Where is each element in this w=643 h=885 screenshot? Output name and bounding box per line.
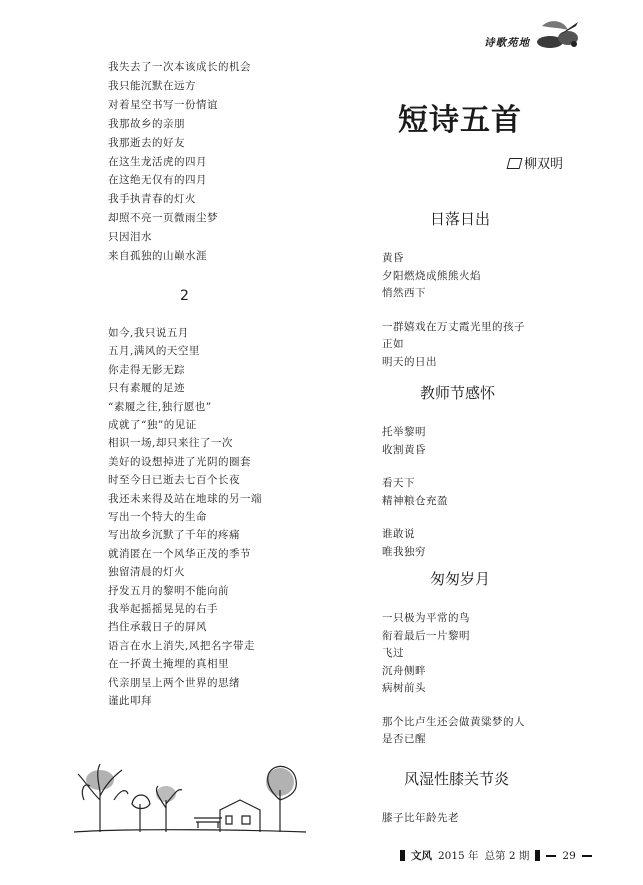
footer-issue: 总第 2 期 [484,850,530,862]
poem-line: 那个比卢生还会做黄粱梦的人 [382,715,525,728]
author-box-icon [507,158,523,169]
poem-line: 我还未来得及站在地球的另一端 [108,492,262,505]
poem-line: 谁敢说 [382,528,415,540]
poem-line: 对着星空书写一份情谊 [108,98,218,111]
poem-line: 来自孤独的山巅水涯 [108,250,207,262]
poem-line: 一群嬉戏在万丈霞光里的孩子 [382,320,525,333]
footer-journal: 文风 [411,850,432,862]
poem-line: 挡住承载日子的屏风 [108,621,207,634]
poem-line: 独留清晨的灯火 [108,566,185,579]
poem-line: 成就了“独”的见证 [108,419,197,431]
author-byline: 柳双明 [508,153,563,172]
poem-line: 谨此叩拜 [108,695,152,707]
poem-title: 教师节感怀 [420,384,496,402]
footer-bar-icon [400,850,405,861]
poem-line: 病树前头 [382,682,426,694]
section-number: 2 [180,288,189,304]
page-footer [400,848,592,863]
poem-line: 五月,满风的天空里 [108,345,200,358]
ink-flower-icon [528,16,586,52]
footer-bar-icon [535,850,540,861]
poem-line: 夕阳燃烧成熊熊火焰 [382,269,481,282]
poem-line: 代亲朋呈上两个世界的思绪 [108,676,240,689]
poem-line: 在一抔黄土掩埋的真相里 [108,658,229,671]
poem-line: 时至今日已逝去七百个长夜 [108,474,240,487]
poem-line: 沉舟侧畔 [382,664,426,677]
poem-line: 语言在水上消失,风把名字带走 [108,639,255,652]
poem-title: 风湿性膝关节炎 [404,770,510,788]
poem-line: 唯我独穷 [382,545,426,558]
footer-year: 2015 年 [438,850,479,862]
poem-line: 我那故乡的亲朋 [108,117,185,130]
section-header: 诗歌苑地 [484,37,530,49]
poem-line: 我举起摇摇晃晃的右手 [108,603,218,615]
poem-line: 正如 [382,338,404,350]
poem-line: “素履之往,独行愿也” [108,400,212,413]
poem-line: 看天下 [382,477,415,489]
poem-title: 匆匆岁月 [430,570,491,588]
poem-line: 膝子比年龄先老 [382,812,459,824]
poem-line: 我失去了一次本该成长的机会 [108,61,251,73]
poem-line: 精神粮仓充盈 [382,494,448,507]
poem-line: 只有素履的足迹 [108,382,185,395]
poem-line: 托举黎明 [382,426,426,438]
poem-line: 我那逝去的好友 [108,136,185,149]
footer-dash-icon [582,855,592,857]
poem-line: 飞过 [382,647,404,659]
poem-line: 如今,我只说五月 [108,327,189,339]
poem-line: 写出故乡沉默了千年的疼痛 [108,529,240,542]
poem-line: 衔着最后一片黎明 [382,629,470,642]
poem-title: 日落日出 [430,210,491,228]
poem-line: 是否已醒 [382,733,426,745]
poem-line: 黄昏 [382,252,404,264]
footer-dash-icon [546,855,556,857]
poem-line: 相识一场,却只来往了一次 [108,437,233,450]
poem-line: 却照不亮一页微雨尘梦 [108,212,218,225]
poem-line: 收割黄昏 [382,443,426,456]
poem-line: 悄然西下 [382,287,426,299]
poem-line: 就消匿在一个风华正茂的季节 [108,547,251,560]
poem-line: 在这绝无仅有的四月 [108,174,207,187]
poem-line: 只因泪水 [108,231,152,244]
poem-line: 我只能沉默在远方 [108,79,196,92]
footer-page-number: 29 [562,849,576,862]
poem-line: 抒发五月的黎明不能向前 [108,584,229,597]
poem-line: 你走得无影无踪 [108,363,185,376]
poem-line: 我手执青春的灯火 [108,193,196,206]
landscape-illustration [70,760,310,840]
poem-line: 写出一个特大的生命 [108,511,207,523]
poem-line: 明天的日出 [382,355,437,368]
page-title: 短诗五首 [398,103,522,138]
poem-line: 美好的设想掉进了光阴的圈套 [108,455,251,468]
poem-line: 在这生龙活虎的四月 [108,155,207,168]
poem-line: 一只极为平常的鸟 [382,612,470,624]
